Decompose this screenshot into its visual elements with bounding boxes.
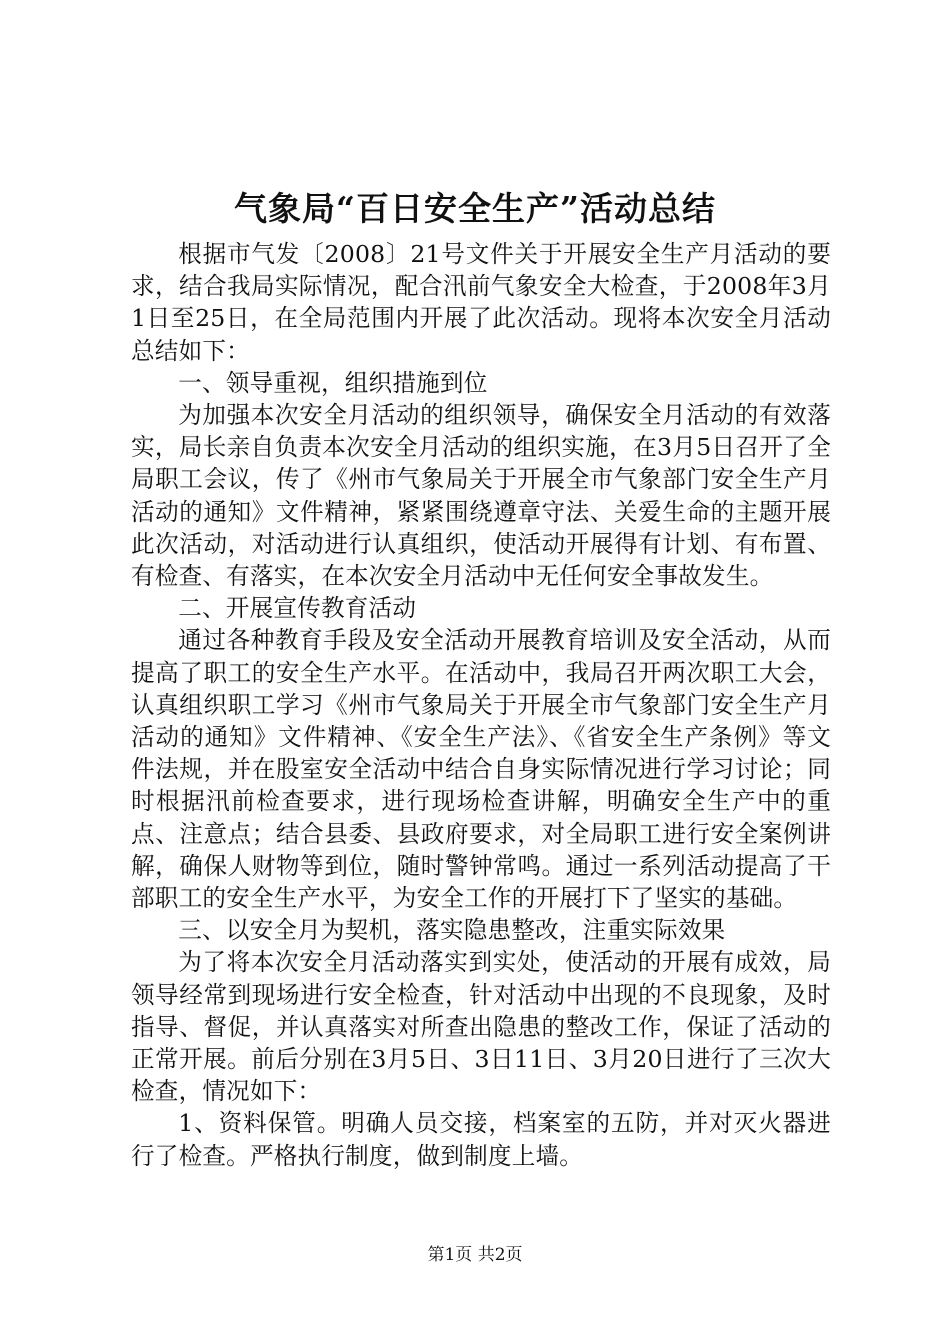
- paragraph-section-3: 为了将本次安全月活动落实到实处，使活动的开展有成效，局领导经常到现场进行安全检查，针对活动中出现的不良现象，及时指导、督促，并认真落实对所查出隐患的整改工作，保证了活动的正常开展。前后分别在3月5日、3日11日、3月20日进行了三次大检查，情况如下：: [131, 948, 831, 1106]
- paragraph-section-1: 为加强本次安全月活动的组织领导，确保安全月活动的有效落实，局长亲自负责本次安全月活动的组织实施，在3月5日召开了全局职工会议，传了《州市气象局关于开展全市气象部门安全生产月活动的通知》文件精神，紧紧围绕遵章守法、关爱生命的主题开展此次活动，对活动进行认真组织，使活动开展得有计划、有布置、有检查、有落实，在本次安全月活动中无任何安全事故发生。: [131, 401, 831, 591]
- document-title: 气象局“百日安全生产”活动总结: [234, 189, 716, 228]
- section-heading-1: 一、领导重视，组织措施到位: [178, 368, 488, 397]
- page-footer: 第1页 共2页: [427, 1245, 523, 1265]
- section-heading-3: 三、以安全月为契机，落实隐患整改，注重实际效果: [178, 916, 726, 945]
- paragraph-intro: 根据市气发〔2008〕21号文件关于开展安全生产月活动的要求，结合我局实际情况，配合汛前气象安全大检查，于2008年3月1日至25日，在全局范围内开展了此次活动。现将本次安全月活动总结如下：: [131, 240, 831, 365]
- paragraph-section-2: 通过各种教育手段及安全活动开展教育培训及安全活动，从而提高了职工的安全生产水平。在活动中，我局召开两次职工大会，认真组织职工学习《州市气象局关于开展全市气象部门安全生产月活动的通知》文件精神、《安全生产法》、《省安全生产条例》等文件法规，并在股室安全活动中结合自身实际情况进行学习讨论；同时根据汛前检查要求，进行现场检查讲解，明确安全生产中的重点、注意点；结合县委、县政府要求，对全局职工进行安全案例讲解，确保人财物等到位，随时警钟常鸣。通过一系列活动提高了干部职工的安全生产水平，为安全工作的开展打下了坚实的基础。: [131, 626, 831, 913]
- list-item-1: 1、资料保管。明确人员交接，档案室的五防，并对灭火器进行了检查。严格执行制度，做到制度上墙。: [131, 1109, 831, 1170]
- document-body: [131, 238, 831, 1172]
- section-heading-2: 二、开展宣传教育活动: [178, 594, 417, 623]
